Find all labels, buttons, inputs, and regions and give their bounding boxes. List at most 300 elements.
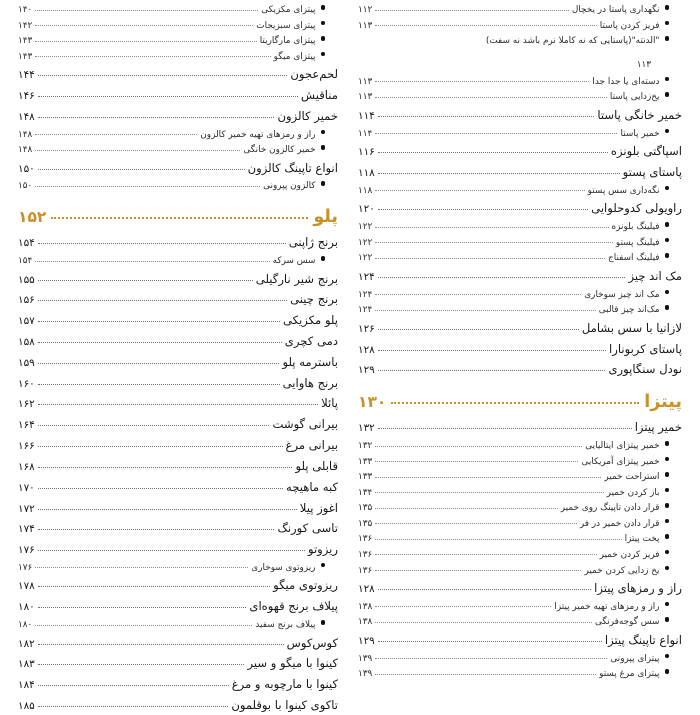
toc-entry-page-number: ۱۳۲ (358, 441, 373, 452)
dot-leader (375, 523, 577, 524)
toc-entry-title: سس سرکه (272, 256, 316, 267)
dot-leader (38, 342, 282, 343)
bullet-icon (665, 77, 670, 82)
dot-leader (38, 117, 275, 118)
toc-entry-page-number: ۱۳۶ (358, 549, 373, 560)
toc-entry-title: تاکوی کینوا با بوقلمون (231, 698, 338, 713)
toc-entry-page-number: ۱۵۹ (18, 356, 35, 369)
toc-entry-title: نگه‌داری سس پستو (587, 185, 660, 196)
toc-entry-title: یخ زدایی کردن خمیر (584, 565, 660, 576)
toc-entry-sub[interactable] (358, 616, 682, 630)
dot-leader (38, 404, 318, 405)
toc-entry-title: فریز کردن خمیر (599, 549, 660, 560)
toc-entry-sub[interactable] (358, 76, 682, 90)
dot-leader (35, 10, 258, 11)
toc-entry-page-number: ۱۳۶ (358, 565, 373, 576)
toc-entry-sub[interactable] (18, 20, 338, 34)
bullet-icon (665, 305, 670, 310)
toc-entry-page-number: ۱۷۲ (18, 502, 35, 515)
toc-entry-page-number: ۱۴۸ (18, 145, 33, 156)
toc-entry-page-number: ۱۸۲ (18, 637, 35, 650)
toc-entry-title: پخت پیتزا (624, 534, 660, 545)
toc-entry-main[interactable] (358, 361, 682, 379)
toc-entry-page-number: ۱۴۸ (18, 110, 35, 123)
bullet-icon (665, 129, 670, 134)
toc-entry-page-number: ۱۶۰ (18, 377, 35, 390)
dot-leader (35, 41, 256, 42)
toc-entry-title: خمیر پیتزای آمریکایی (581, 456, 660, 467)
toc-entry-main[interactable] (358, 632, 682, 650)
toc-entry-main[interactable] (18, 520, 338, 538)
toc-entry-title: پیتزای مکزیکی (261, 5, 316, 15)
toc-entry-title: پیتزای مارگاریتا (259, 36, 316, 47)
dot-leader (378, 428, 632, 429)
bullet-icon (321, 5, 326, 10)
toc-entry-page-number: ۱۲۶ (358, 322, 375, 335)
toc-entry-page-number: ۱۵۰ (18, 181, 33, 192)
toc-entry-title: نودل سنگاپوری (608, 362, 682, 377)
toc-entry-title: راز و رمزهای تهیه خمیر کالزون (200, 129, 316, 140)
dot-leader (378, 350, 606, 351)
toc-entry-sub[interactable] (358, 4, 682, 18)
toc-entry-page-number: ۱۵۰ (18, 162, 35, 175)
toc-entry-main[interactable] (358, 419, 682, 437)
toc-entry-sub[interactable] (358, 440, 682, 454)
toc-entry-main[interactable] (18, 312, 338, 330)
dot-leader (35, 56, 270, 57)
toc-entry-sub[interactable] (358, 237, 682, 251)
toc-entry-page-number: ۱۳۵ (358, 518, 373, 529)
toc-entry-main[interactable] (18, 437, 338, 455)
dot-leader (38, 300, 287, 301)
toc-entry-page-number: ۱۳۹ (358, 669, 373, 680)
dot-leader (375, 10, 569, 11)
toc-entry-main[interactable] (18, 479, 338, 497)
toc-entry-sub[interactable] (18, 35, 338, 49)
dot-leader (38, 488, 283, 489)
toc-section-page-number: ۱۵۲ (18, 207, 47, 226)
toc-entry-sub[interactable] (18, 180, 338, 194)
toc-entry-title: راز و رمزهای تهیه خمیر پیتزا (554, 601, 660, 612)
toc-entry-title: پائلا (321, 396, 338, 411)
toc-entry-sub[interactable] (358, 549, 682, 563)
toc-entry-title: ریزوتوی سوخاری (251, 562, 316, 573)
toc-entry-main[interactable] (358, 268, 682, 286)
bullet-icon (321, 181, 326, 186)
dot-leader (375, 294, 581, 295)
toc-entry-page-number: ۱۷۴ (18, 523, 35, 536)
toc-entry-page-number: ۱۷۶ (18, 562, 33, 573)
bullet-icon (665, 441, 670, 446)
toc-entry-title: برنج هاوایی (282, 375, 338, 390)
toc-entry-sub[interactable] (358, 471, 682, 485)
toc-entry-page-number: ۱۱۴ (358, 109, 375, 122)
toc-entry-page-number: ۱۶۴ (18, 419, 35, 432)
toc-entry-page-number: ۱۲۹ (358, 364, 375, 377)
toc-entry-main[interactable] (18, 635, 338, 653)
dot-leader (38, 425, 270, 426)
toc-entry-page-number: ۱۲۴ (358, 305, 373, 316)
toc-entry-title: پیتزای پپرونی (610, 653, 660, 664)
toc-entry-page-number: ۱۱۳ (636, 59, 651, 70)
dot-leader (378, 152, 608, 153)
toc-entry-title: یخ‌زدایی پاستا (609, 92, 660, 103)
toc-entry-page-number: ۱۱۲ (358, 5, 373, 15)
dot-leader (378, 641, 602, 642)
toc-entry-sub[interactable] (18, 144, 338, 158)
toc-entry-title: ریزوتوی میگو (273, 578, 338, 593)
toc-entry-page-number: ۱۵۵ (18, 273, 35, 286)
toc-entry-title: بیرانی مرغ (285, 438, 338, 453)
dot-leader (38, 467, 293, 468)
dot-leader (378, 329, 579, 330)
toc-entry-page-number: ۱۲۰ (358, 203, 375, 216)
toc-entry-sub[interactable] (18, 255, 338, 269)
toc-entry-title: پاستای کربونارا (609, 341, 682, 356)
toc-entry-title: پیتزای مرغ پستو (599, 669, 660, 680)
toc-entry-main[interactable] (18, 395, 338, 413)
toc-entry-title: کوس‌کوس (286, 635, 338, 650)
toc-entry-title: کینوا با مارچوبه و مرغ (231, 677, 338, 692)
toc-entry-page-number: ۱۱۸ (358, 167, 375, 180)
dot-leader (35, 567, 248, 568)
dot-leader (35, 186, 260, 187)
toc-entry-title: دسته‌ای یا جدا جدا (592, 76, 660, 87)
bullet-icon (665, 534, 670, 539)
toc-entry-title: اسپاگتی بلونزه (610, 144, 682, 159)
toc-entry-title: برنج ژاپنی (288, 235, 338, 250)
toc-entry-page-number: ۱۱۳ (358, 92, 373, 103)
toc-entry-title: پیتزای میگو (273, 51, 316, 62)
toc-entry-main[interactable] (18, 271, 338, 289)
dot-leader (38, 75, 288, 76)
bullet-icon (321, 145, 326, 150)
toc-entry-sub[interactable] (358, 487, 682, 501)
toc-entry-page-number: ۱۲۸ (358, 583, 375, 596)
dot-leader (375, 508, 557, 509)
bullet-icon (665, 36, 670, 41)
dot-leader (38, 363, 280, 364)
bullet-icon (321, 130, 326, 135)
toc-entry-page-number: ۱۷۸ (18, 580, 35, 593)
toc-entry-sub[interactable] (18, 619, 338, 633)
toc-entry-title: فریز کردن پاستا (599, 20, 660, 31)
toc-entry-page-number: ۱۳۳ (358, 472, 373, 483)
toc-entry-page-number: ۱۷۰ (18, 481, 35, 494)
toc-entry-main[interactable] (18, 354, 338, 372)
bullet-icon (665, 669, 670, 674)
toc-column-left (0, 4, 350, 713)
dot-leader (375, 606, 551, 607)
dot-leader (38, 607, 247, 608)
bullet-icon (665, 186, 670, 191)
toc-entry-title: باسترمه پلو (282, 354, 338, 369)
toc-entry-main[interactable] (18, 375, 338, 393)
toc-entry-page-number: ۱۸۵ (18, 700, 35, 713)
bullet-icon (665, 519, 670, 524)
toc-entry-title: نگهداری پاستا در یخچال (571, 5, 660, 15)
toc-entry-sub[interactable] (18, 4, 338, 18)
toc-entry-title: برنج چینی (290, 292, 338, 307)
bullet-icon (665, 290, 670, 295)
toc-entry-page-number: ۱۲۲ (358, 237, 373, 248)
toc-entry-title: ریزوتو (307, 542, 338, 557)
toc-entry-main[interactable] (18, 333, 338, 351)
toc-entry-sub[interactable] (358, 289, 682, 303)
toc-entry-sub[interactable] (358, 128, 682, 142)
toc-entry-page-number: ۱۳۸ (358, 617, 373, 628)
dot-leader (38, 586, 270, 587)
toc-entry-main[interactable] (18, 655, 338, 673)
toc-entry-page-number: ۱۱۴ (358, 128, 373, 139)
toc-section-heading[interactable] (18, 208, 338, 227)
toc-entry-page-number: ۱۱۳ (358, 20, 373, 31)
toc-entry-title: قرار دادن تاپینگ روی خمیر (560, 503, 660, 514)
dot-leader (35, 25, 253, 26)
toc-entry-title: مک‌اند چیز قالبی (598, 305, 660, 316)
toc-entry-title: لحم‌عجون (290, 67, 338, 82)
toc-entry-main[interactable] (18, 416, 338, 434)
bullet-icon (665, 550, 670, 555)
toc-entry-main[interactable] (18, 577, 338, 595)
toc-entry-page-number: ۱۱۸ (358, 185, 373, 196)
toc-entry-title: کینوا با میگو و سیر (247, 656, 338, 671)
toc-entry-title: مک اند چیز (628, 268, 682, 283)
bullet-icon (665, 5, 670, 10)
toc-entry-page-number: ۱۵۷ (18, 315, 35, 328)
toc-entry-sub[interactable] (358, 304, 682, 318)
dot-leader (375, 492, 603, 493)
dot-leader (38, 644, 284, 645)
toc-entry-page-number: ۱۳۸ (358, 601, 373, 612)
toc-entry-title: پلو مکزیکی (282, 313, 338, 328)
toc-entry-sub[interactable] (358, 221, 682, 235)
bullet-icon (665, 238, 670, 243)
dot-leader (38, 243, 286, 244)
toc-entry-title: خمیر پیتزای ایتالیایی (585, 441, 660, 452)
toc-entry-sub[interactable] (358, 91, 682, 105)
toc-entry-title: راویولی کدوحلوایی (591, 201, 682, 216)
toc-entry-page-number: ۱۴۶ (18, 89, 35, 102)
toc-entry-page-number: ۱۸۳ (18, 658, 35, 671)
toc-entry-title: کبه ماهیچه (286, 479, 338, 494)
dot-leader (378, 370, 606, 371)
bullet-icon (321, 256, 326, 261)
dot-leader (35, 134, 197, 135)
toc-entry-main[interactable] (358, 107, 682, 125)
dot-leader (38, 550, 305, 551)
toc-entry-page-number: ۱۳۹ (358, 653, 373, 664)
dot-leader (375, 258, 605, 259)
toc-entry-page-number: ۱۴۴ (18, 69, 35, 82)
dot-leader (375, 461, 578, 462)
toc-entry-page-number: ۱۵۴ (18, 256, 33, 267)
dot-leader (375, 446, 582, 447)
toc-entry-sub[interactable] (358, 456, 682, 470)
toc-entry-page-number: ۱۲۹ (358, 634, 375, 647)
toc-entry-title: فیلینگ بلونزه (611, 222, 660, 233)
toc-entry-sub[interactable] (358, 252, 682, 266)
toc-entry-title: لازانیا با سس بشامل (581, 320, 682, 335)
toc-entry-title: فیلینگ پستو (615, 237, 660, 248)
toc-entry-title: باز کردن خمیر (606, 487, 660, 498)
bullet-icon (665, 457, 670, 462)
dot-leader (38, 509, 297, 510)
toc-entry-title: استراحت خمیر (604, 472, 660, 483)
toc-entry-sub[interactable] (358, 601, 682, 615)
bullet-icon (321, 563, 326, 568)
dot-leader (38, 96, 298, 97)
toc-entry-main[interactable] (358, 200, 682, 218)
toc-entry-sub[interactable] (358, 20, 682, 34)
dot-leader (378, 277, 626, 278)
toc-entry-sub[interactable] (18, 562, 338, 576)
dot-leader (375, 674, 596, 675)
toc-entry-title: خمیر کالزون (277, 108, 338, 123)
dot-leader (375, 25, 596, 26)
toc-entry-title: راز و رمزهای پیتزا (594, 581, 682, 596)
dot-leader (375, 477, 601, 478)
toc-entry-main[interactable] (18, 291, 338, 309)
toc-entry-page-number: ۱۳۳ (358, 456, 373, 467)
toc-entry-title: قابلی پلو (295, 458, 338, 473)
toc-entry-title: برنج شیر نارگیلی (255, 271, 338, 286)
dot-leader (51, 217, 308, 219)
toc-entry-main[interactable] (18, 541, 338, 559)
toc-entry-sub[interactable] (358, 502, 682, 516)
bullet-icon (321, 620, 326, 625)
toc-entry-title: خمیر پاستا (620, 128, 660, 139)
toc-entry-title: پیلاف برنج قهوه‌ای (249, 599, 338, 614)
bullet-icon (665, 566, 670, 571)
dot-leader (375, 133, 617, 134)
toc-entry-title: پاستای پستو (622, 165, 682, 180)
toc-entry-main[interactable] (18, 458, 338, 476)
bullet-icon (665, 222, 670, 227)
toc-entry-page-number: ۱۴۸ (18, 129, 33, 140)
toc-entry-page-number: ۱۲۴ (358, 270, 375, 283)
bullet-icon (321, 52, 326, 57)
bullet-icon (665, 488, 670, 493)
toc-entry-page-number: ۱۴۲ (18, 20, 33, 31)
bullet-icon (665, 92, 670, 97)
toc-entry-sub[interactable] (358, 653, 682, 667)
toc-entry-page-number: ۱۶۸ (18, 460, 35, 473)
dot-leader (375, 570, 581, 571)
toc-entry-main[interactable] (18, 598, 338, 616)
dot-leader (375, 190, 584, 191)
toc-entry-title: انواع تاپینگ پیتزا (604, 632, 682, 647)
toc-section-page-number: ۱۳۰ (358, 393, 387, 412)
dot-leader (38, 529, 275, 530)
toc-entry-sub[interactable] (358, 668, 682, 682)
dot-leader (378, 589, 591, 590)
toc-entry-title: فیلینگ اسفناج (608, 253, 660, 264)
toc-entry-page-number: ۱۴۳ (18, 51, 33, 62)
dot-leader (38, 384, 280, 385)
toc-entry-main[interactable] (18, 500, 338, 518)
toc-entry-page-number: ۱۳۴ (358, 487, 373, 498)
dot-leader (35, 261, 269, 262)
toc-entry-main[interactable] (18, 160, 338, 178)
toc-entry-title: خمیر پیتزا (634, 420, 682, 435)
bullet-icon (665, 472, 670, 477)
toc-entry-main[interactable] (358, 341, 682, 359)
toc-entry-sub[interactable] (358, 565, 682, 579)
toc-entry-sub[interactable] (358, 518, 682, 532)
dot-leader (35, 625, 252, 626)
dot-leader (375, 310, 595, 311)
toc-entry-main[interactable] (358, 164, 682, 182)
dot-leader (38, 446, 283, 447)
toc-section-title: پلو (313, 206, 338, 227)
dot-leader (38, 664, 245, 665)
toc-column-right (350, 4, 700, 700)
bullet-icon (665, 617, 670, 622)
toc-entry-title: خمیر کالزون خانگی (243, 145, 316, 156)
toc-entry-page-number: ۱۷۶ (18, 544, 35, 557)
toc-entry-main[interactable] (358, 143, 682, 161)
bullet-icon (665, 602, 670, 607)
toc-entry-main[interactable] (18, 108, 338, 126)
dot-leader (38, 280, 253, 281)
dot-leader (35, 150, 240, 151)
toc-entry-page-number: ۱۲۴ (358, 289, 373, 300)
dot-leader (38, 685, 229, 686)
toc-entry-main[interactable] (18, 676, 338, 694)
toc-entry-main[interactable] (18, 87, 338, 105)
toc-entry-title: بیرانی گوشت (272, 417, 338, 432)
dot-leader (375, 658, 607, 659)
toc-entry-page-number: ۱۵۴ (18, 237, 35, 250)
toc-entry-page-number: ۱۸۰ (18, 601, 35, 614)
bullet-icon (321, 36, 326, 41)
toc-entry-main[interactable] (18, 66, 338, 84)
toc-entry-sub[interactable] (358, 533, 682, 547)
toc-entry-sub[interactable] (18, 51, 338, 65)
toc-section-heading[interactable] (358, 393, 682, 412)
dot-leader (375, 242, 613, 243)
toc-entry-main[interactable] (18, 234, 338, 252)
toc-entry-page-number: ۱۸۰ (18, 620, 33, 631)
toc-entry-page-number: ۱۲۲ (358, 222, 373, 233)
toc-entry-main[interactable] (358, 320, 682, 338)
toc-entry-page-number: ۱۸۴ (18, 679, 35, 692)
toc-entry-sub[interactable] (358, 35, 682, 74)
toc-entry-page-number: ۱۵۶ (18, 294, 35, 307)
toc-entry-page-number: ۱۲۸ (358, 343, 375, 356)
dot-leader (391, 402, 639, 404)
toc-entry-title: انواع تاپینگ کالزون (247, 160, 338, 175)
toc-entry-title: مناقیش (300, 87, 338, 102)
toc-entry-main[interactable] (358, 580, 682, 598)
toc-entry-title: پیتزای سبزیجات (256, 20, 316, 31)
toc-entry-page-number: ۱۶۶ (18, 440, 35, 453)
dot-leader (38, 706, 229, 707)
dot-leader (38, 321, 280, 322)
bullet-icon (321, 21, 326, 26)
toc-entry-title: خمیر خانگی پاستا (597, 107, 682, 122)
bullet-icon (665, 654, 670, 659)
dot-leader (38, 169, 245, 170)
dot-leader (378, 173, 620, 174)
toc-entry-sub[interactable] (358, 185, 682, 199)
toc-entry-sub[interactable] (18, 129, 338, 143)
dot-leader (375, 227, 608, 228)
bullet-icon (665, 503, 670, 508)
toc-entry-title: تاسی کورنگ (277, 521, 338, 536)
toc-entry-page-number: ۱۶۲ (18, 398, 35, 411)
